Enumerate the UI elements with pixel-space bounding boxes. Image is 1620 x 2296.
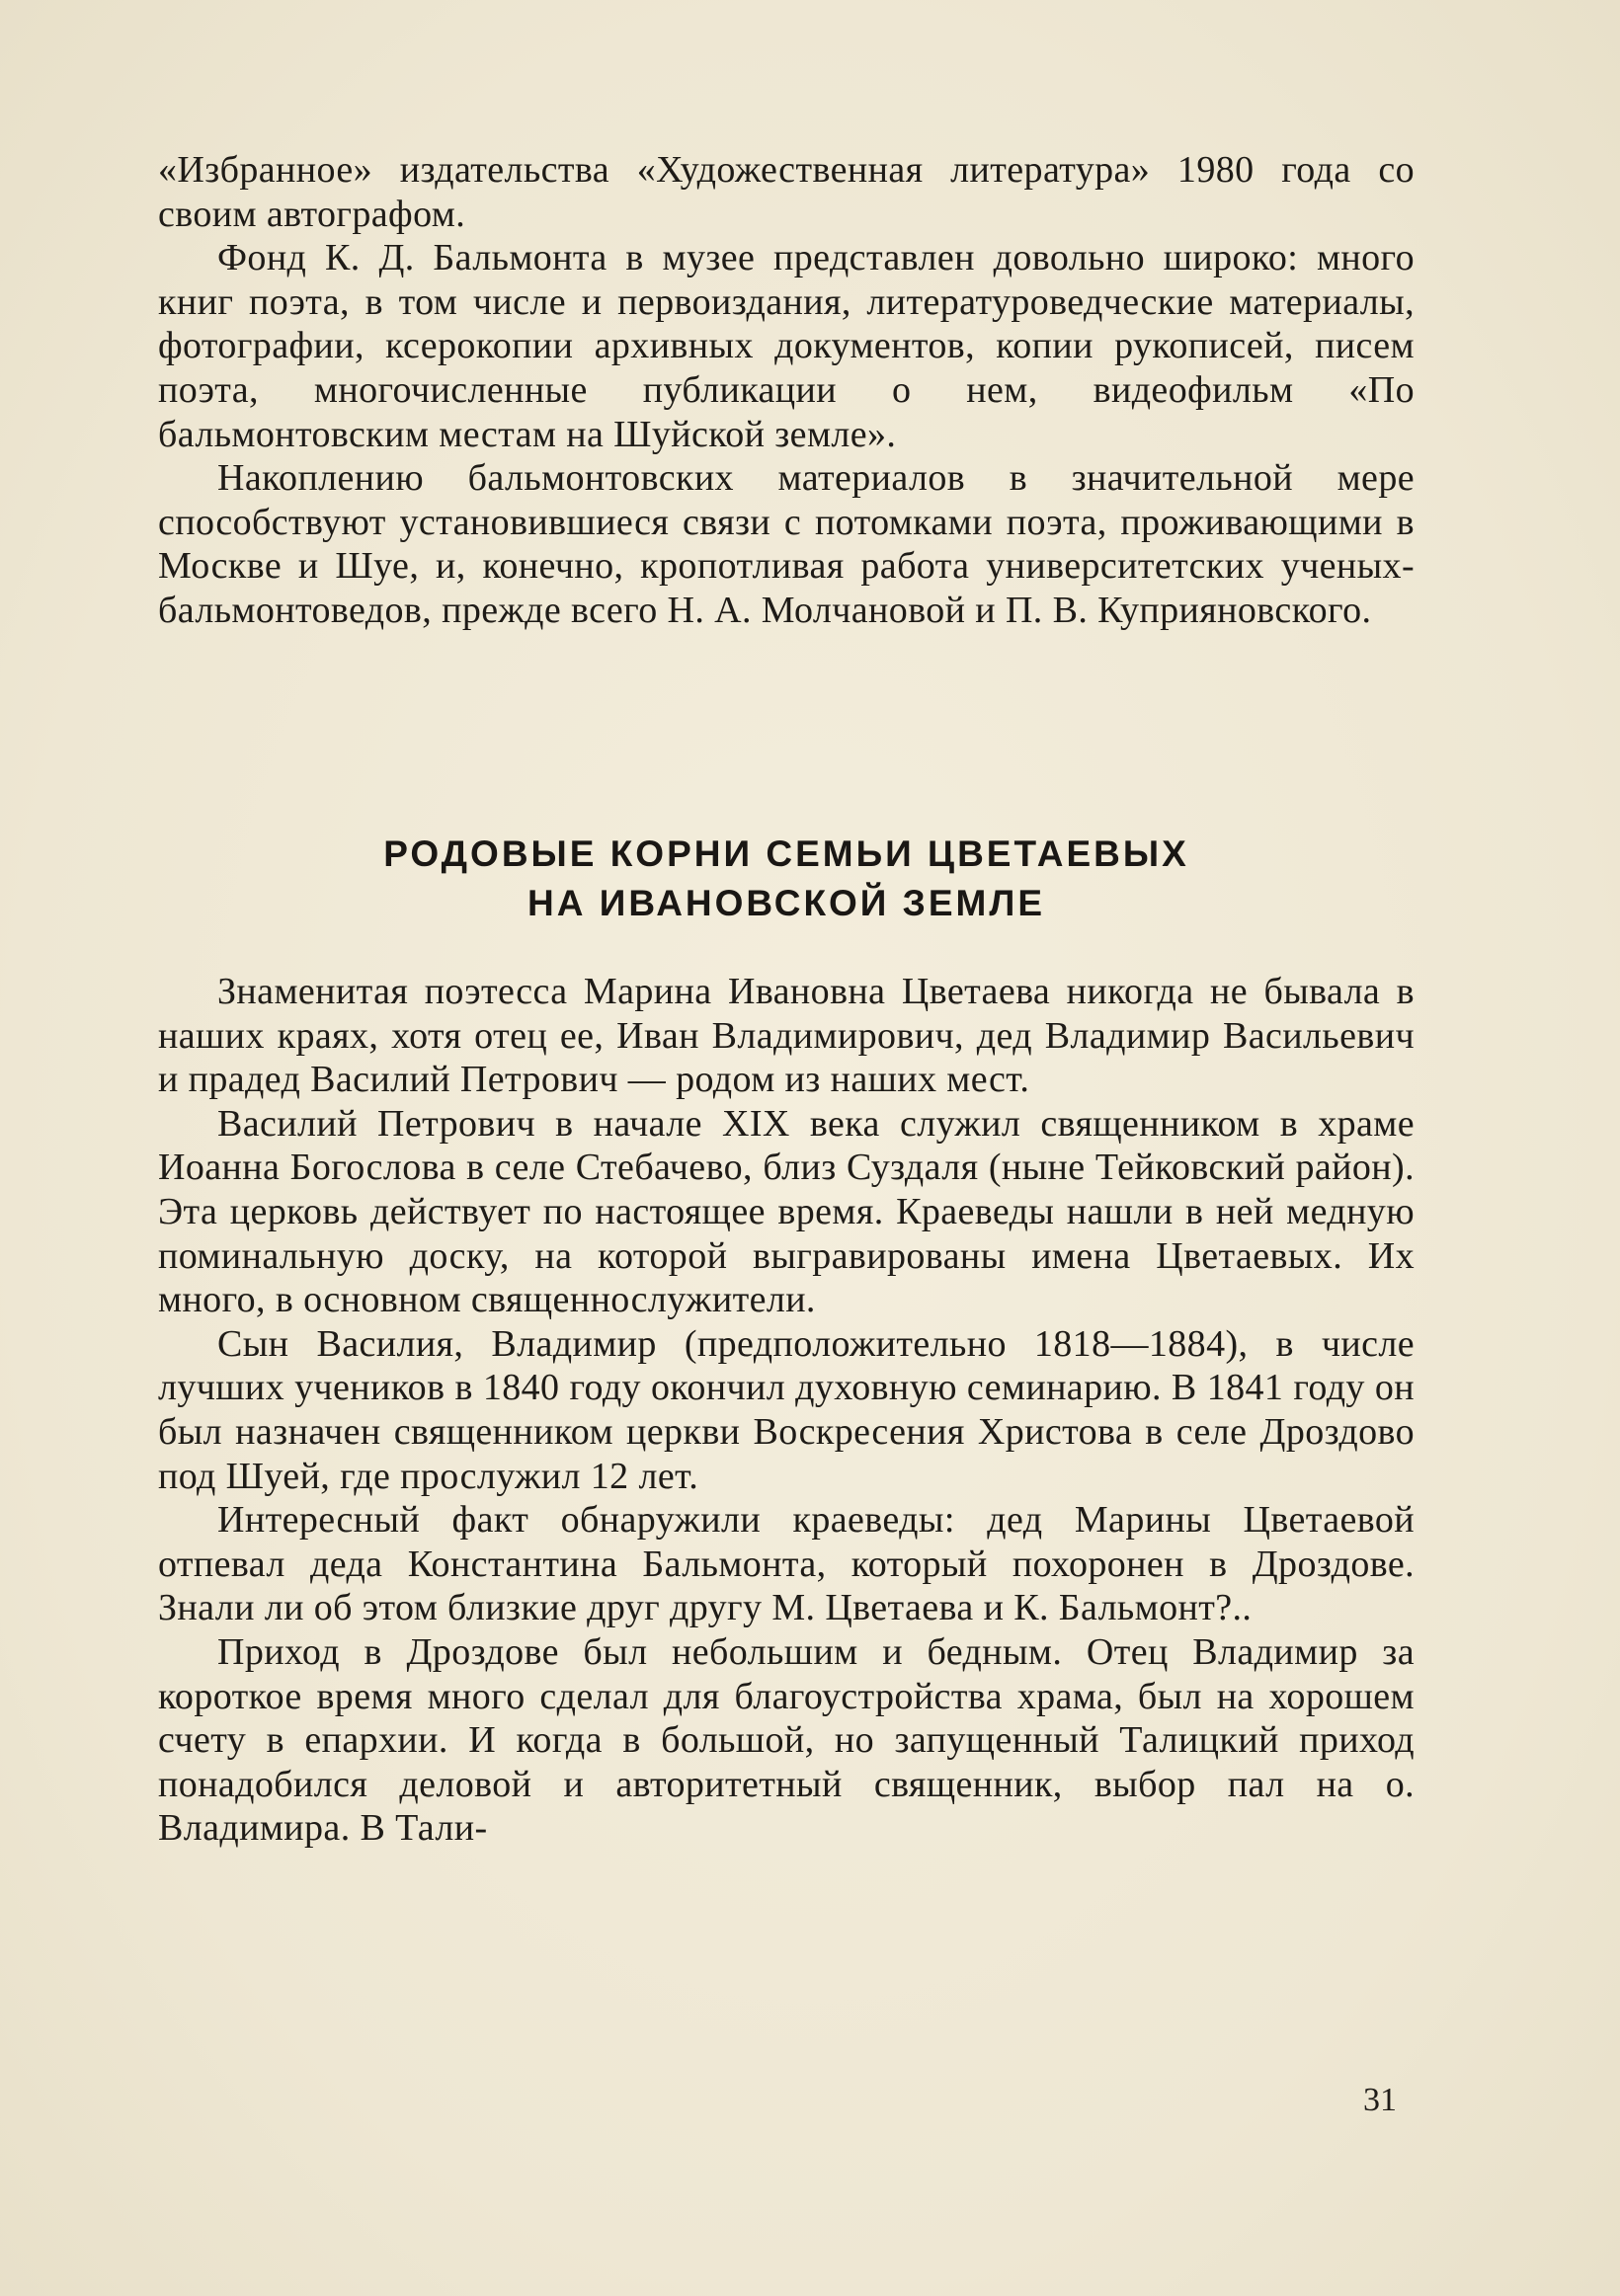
paragraph: Приход в Дроздове был небольшим и бедным. Отец Владимир за короткое время много сделал для благоустройства храма, был на хорошем счету в епархии. И когда в большой, но запущенный Талицкий приход понадобился деловой и авторитетный священник, выбор пал на о. Владимира. В Тали- — [158, 1630, 1415, 1850]
paragraph: Василий Петрович в начале XIX века служил священником в храме Иоанна Богослова в селе Стебачево, близ Суздаля (ныне Тейковский район). Эта церковь действует по настоящее время. Краеведы нашли в ней медную поминальную доску, на которой выгравированы имена Цветаевых. Их много, в основном священнослужители. — [158, 1102, 1415, 1321]
page-number: 31 — [1363, 2082, 1397, 2118]
paragraph: Накоплению бальмонтовских материалов в значительной мере способствуют установившиеся связи с потомками поэта, проживающими в Москве и Шуе, и, конечно, кропотливая работа университетских ученых-бальмонтоведов, прежде всего Н. А. Молчановой и П. В. Куприяновского. — [158, 457, 1415, 631]
text-section-tsvetaev — [158, 970, 1415, 1851]
section-heading — [158, 830, 1415, 928]
section-heading-line: РОДОВЫЕ КОРНИ СЕМЬИ ЦВЕТАЕВЫХ — [383, 833, 1189, 874]
paragraph: Сын Василия, Владимир (предположительно 1818—1884), в числе лучших учеников в 1840 году окончил духовную семинарию. В 1841 году он был назначен священником церкви Воскресения Христова в селе Дроздово под Шуей, где прослужил 12 лет. — [158, 1322, 1415, 1497]
paragraph: Фонд К. Д. Бальмонта в музее представлен довольно широко: много книг поэта, в том числе и первоиздания, литературоведческие материалы, фотографии, ксерокопии архивных документов, копии рукописей, писем поэта, многочисленные публикации о нем, видеофильм «По бальмонтовским местам на Шуйской земле». — [158, 237, 1415, 455]
paragraph: «Избранное» издательства «Художественная литература» 1980 года со своим автографом. — [158, 149, 1415, 235]
paragraph: Знаменитая поэтесса Марина Ивановна Цветаева никогда не бывала в наших краях, хотя отец ее, Иван Владимирович, дед Владимир Васильевич и прадед Василий Петрович — родом из наших мест. — [158, 971, 1415, 1101]
text-section-balmont — [158, 148, 1415, 633]
section-heading-line: НА ИВАНОВСКОЙ ЗЕМЛЕ — [527, 883, 1045, 923]
paragraph: Интересный факт обнаружили краеведы: дед Марины Цветаевой отпевал деда Константина Бальмонта, который похоронен в Дроздове. Знали ли об этом близкие друг другу М. Цветаева и К. Бальмонт?.. — [158, 1499, 1415, 1629]
